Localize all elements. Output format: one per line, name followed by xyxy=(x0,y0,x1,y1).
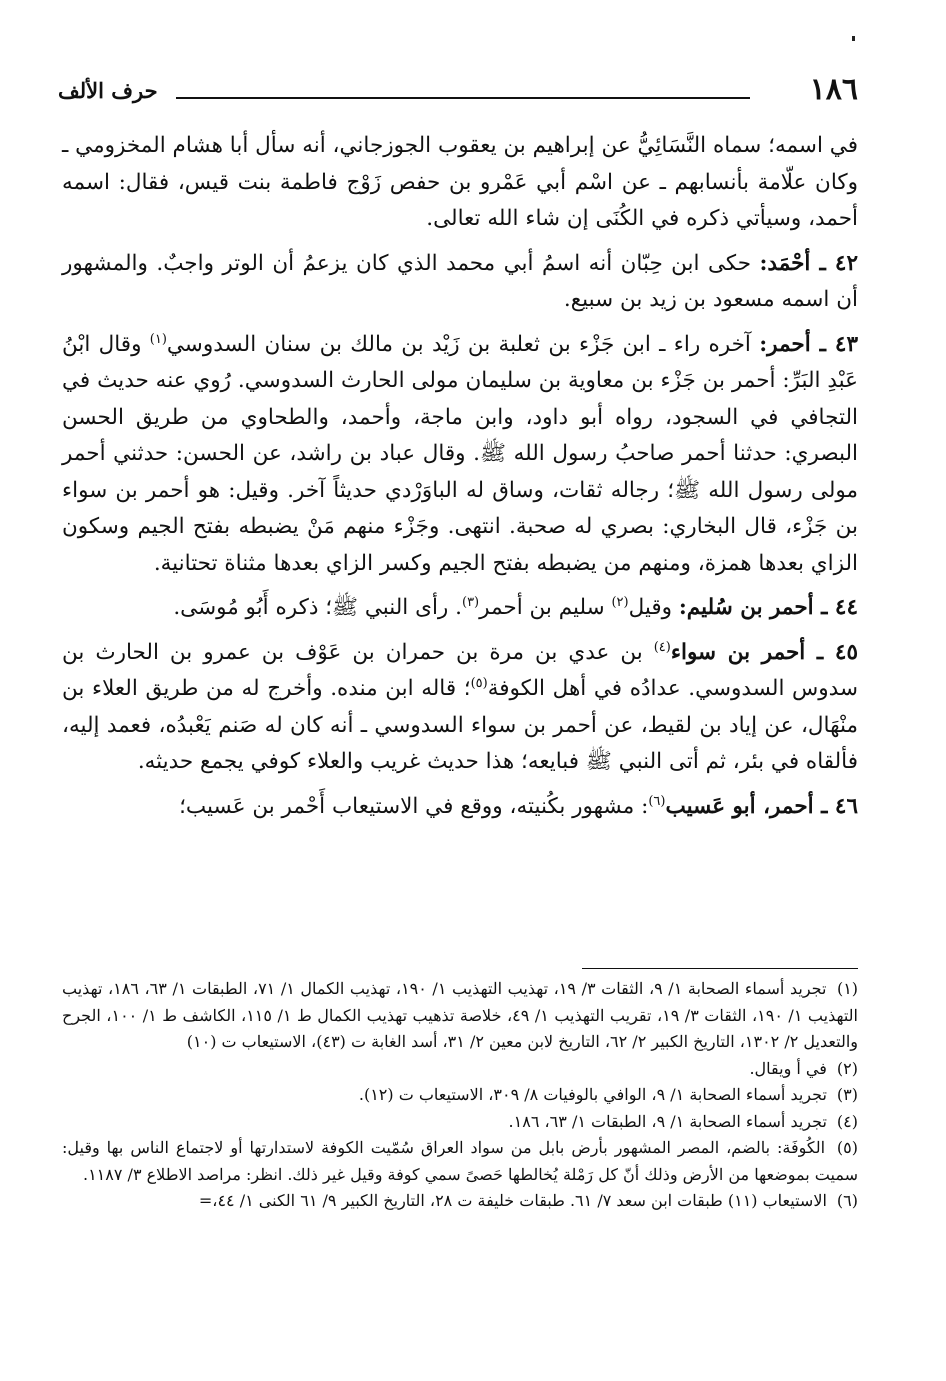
running-title: حرف الألف xyxy=(58,78,158,103)
entry-text: حكى ابن حِبّان أنه اسمُ أبي محمد الذي كان يزعمُ أن الوتر واجبٌ. والمشهور أن اسمه مسعود بن زيد بن سبيع. xyxy=(62,250,858,312)
paragraph-continuation xyxy=(62,128,858,238)
entry-heading: ٤٣ ـ أحمر: xyxy=(759,331,858,357)
footnote-mark: (٥) xyxy=(836,1138,858,1157)
entry-text: وقال ابْنُ عَبْدِ البَرِّ: أحمر بن جَزْء بن معاوية بن سليمان مولى الحارث السدوسي. رُوي عنه حديث في التجافي في السجود، رواه أبو داود، وابن ماجة، وأحمد، والطحاوي من طريق الحسن البصري: حدثنا أحمر صاحبُ رسول الله ﷺ. وقال عباد بن راشد، عن الحسن: حدثني أحمر مولى رسول الله ﷺ؛ رجاله ثقات، وساق له الباوَرْدي حديثاً آخر. وقيل: هو أحمر بن سواء بن جَزْء، قال البخاري: بصري له صحبة. انتهى. وجَزْء منهم مَنْ يضبطه بفتح الجيم وسكون الزاي بعدها همزة، ومنهم من يضبطه بفتح الجيم وكسر الزاي بعدها مثناة تحتانية. xyxy=(62,331,858,576)
footnote-ref: (٣) xyxy=(461,594,480,610)
footnote-mark: (٤) xyxy=(836,1111,858,1131)
footnote-ref: (٦) xyxy=(648,793,666,809)
entry-text: ؛ قاله ابن منده. وأخرج له من طريق العلاء بن منْهَال، عن إياد بن لقيط، عن أحمر بن سواء السدوسي ـ أنه كان له صَنم يَعْبدُه، فعمد إليه، فألقاه في بئر، ثم أتى النبي ﷺ فبايعه؛ هذا حديث غريب والعلاء كوفي يجمع حديثه. xyxy=(62,676,858,774)
footnote xyxy=(62,1188,858,1215)
footnote-text: في أ ويقال. xyxy=(749,1058,827,1078)
entry-text: آخره راء ـ ابن جَزْء بن ثعلبة بن زَيْد بن مالك بن سنان السدوسي xyxy=(166,331,760,357)
footnote-ref: (٤) xyxy=(653,639,671,655)
footnote-text: تجريد أسماء الصحابة ١/ ٩، الثقات ٣/ ١٩، تهذيب التهذيب ١/ ١٩٠، تهذيب الكمال ١/ ٧١، الطبقات ١/ ٦٣، ١٨٦، تهذيب التهذيب ١/ ١٩٠، الثقات ٣/ ١٩، تقريب التهذيب ١/ ٤٩، خلاصة تذهيب تهذيب الكمال ط ١/ ١١٥، الكاشف ط ١/ ١٠٠، الجرح والتعديل ٢/ ١٣٠٢، التاريخ الكبير ٢/ ٦٢، التاريخ لابن معين ٢/ ٣١، أسد الغابة ت (٤٣)، الاستيعاب ت (١٠) xyxy=(62,979,858,1051)
entry-heading: ٤٥ ـ أحمر بن سواء xyxy=(670,639,858,665)
entry-46 xyxy=(62,789,858,826)
entry-42 xyxy=(62,246,858,319)
header-rule xyxy=(176,97,750,99)
entry-44 xyxy=(62,590,858,627)
entry-text: : مشهور بكُنيته، ووقع في الاستيعاب أَحْمر بن عَسيب؛ xyxy=(179,793,649,819)
entry-45 xyxy=(62,635,858,781)
footnote-mark: (١) xyxy=(836,979,859,998)
entry-text: سليم بن أحمر xyxy=(479,595,612,620)
page-number: ١٨٦ xyxy=(809,72,858,107)
footnotes xyxy=(62,976,858,1215)
paragraph-text: في اسمه؛ سماه النَّسَائِيُّ عن إبراهيم بن يعقوب الجوزجاني، أنه سأل أبا هشام المخزومي ـ وكان علّامة بأنسابهم ـ عن اسْم أبي عَمْرو بن حفص زَوْج فاطمة بنت قيس، فقال: اسمه أحمد، وسيأتي ذكره في الكُنَى إن شاء الله تعالى. xyxy=(62,133,858,231)
footnote-mark: (٦) xyxy=(836,1191,858,1210)
entry-43 xyxy=(62,327,858,583)
footnote-ref: (٥) xyxy=(470,675,488,691)
page-header xyxy=(58,72,858,108)
entry-heading: ٤٦ ـ أحمر، أبو عَسيب xyxy=(665,793,858,819)
footnote-text: الاستيعاب (١١) طبقات ابن سعد ٧/ ٦١. طبقات خليفة ت ٢٨، التاريخ الكبير ٩/ ٦١ الكنى ١/ ٤٤،= xyxy=(198,1191,827,1210)
entry-text: . رأى النبي ﷺ؛ ذكره أَبُو مُوسَى. xyxy=(173,595,462,620)
footnote-ref: (١) xyxy=(149,331,167,347)
footnote xyxy=(62,1082,858,1109)
entry-text: بن عدي بن مرة بن حمران بن عَوْف بن عمرو بن الحارث بن سدوس السدوسي. عدادُه في أهل الكوفة xyxy=(62,639,858,701)
footnote xyxy=(62,1135,858,1188)
footnote-ref: (٢) xyxy=(611,594,629,610)
stray-mark xyxy=(852,36,855,41)
footnote-mark: (٣) xyxy=(836,1085,858,1104)
footnote xyxy=(62,1056,858,1083)
footnote-mark: (٢) xyxy=(836,1058,858,1078)
footnote-separator xyxy=(582,968,858,969)
main-text xyxy=(62,128,858,833)
footnote xyxy=(62,976,858,1056)
footnote-text: الكُوفَة: بالضم، المصر المشهور بأرض بابل من سواد العراق سُمّيت الكوفة لاستدارتها أو لاجتماع الناس بها وقيل: سميت بموضعها من الأرض وذلك أنّ كل رَمْلة يُخالطها حَصىً سمي كوفة وقيل غير ذلك. انظر: مراصد الاطلاع ٣/ ١١٨٧. xyxy=(62,1138,858,1184)
entry-heading: ٤٤ ـ أحمر بن سُليم: xyxy=(678,595,858,620)
footnote xyxy=(62,1109,858,1136)
footnote-text: تجريد أسماء الصحابة ١/ ٩، الوافي بالوفيات ٨/ ٣٠٩، الاستيعاب ت (١٢). xyxy=(358,1085,827,1104)
footnote-text: تجريد أسماء الصحابة ١/ ٩، الطبقات ١/ ٦٣، ١٨٦. xyxy=(508,1111,827,1131)
entry-text: وقيل xyxy=(628,595,679,620)
entry-heading: ٤٢ ـ أحْمَد: xyxy=(759,250,859,276)
